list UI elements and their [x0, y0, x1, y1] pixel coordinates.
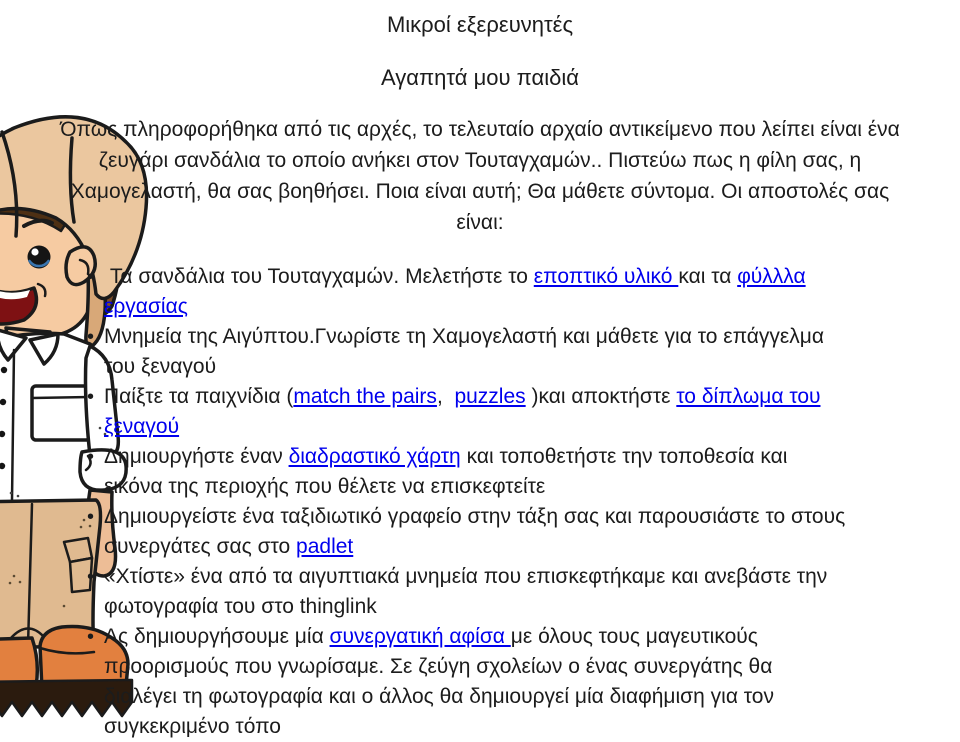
mission-text: , — [436, 385, 455, 408]
mission-text: με όλους τους μαγευτικούς προορισμούς που γνωρίσαμε. Σε ζεύγη σχολείων ο ένας συνεργάτης θα διαλέγει τη φωτογραφία και ο άλλος θα δημιουργεί μία διαφήμιση για τον συγκεκριμένο τόπο — [104, 625, 774, 738]
mission-text: Δημιουργήστε έναν — [104, 445, 289, 468]
missions-list — [86, 262, 846, 742]
mission-link[interactable]: φύλλλα εργασίας — [104, 265, 806, 318]
mission-text: Παίξτε τα παιχνίδια ( — [104, 385, 294, 408]
mission-item — [86, 322, 846, 382]
mission-link[interactable]: match the pairs — [293, 385, 437, 408]
mission-text: Μνημεία της Αιγύπτου.Γνωρίστε τη Χαμογελαστή και μάθετε για το επάγγελμα του ξεναγού — [104, 325, 825, 378]
mission-link[interactable]: padlet — [296, 535, 354, 558]
mission-item — [86, 382, 846, 442]
mission-text: Δημιουργείστε ένα ταξιδιωτικό γραφείο στην τάξη σας και παρουσιάστε το στους συνεργάτες σας στο — [104, 505, 846, 558]
mission-text: και τα — [678, 265, 738, 288]
mission-link[interactable]: διαδραστικό χάρτη — [288, 445, 461, 468]
mission-item — [86, 262, 846, 322]
mission-text: Ας δημιουργήσουμε μία — [104, 625, 330, 648]
mission-text: «Χτίστε» ένα από τα αιγυπτιακά μνημεία που επισκεφτήκαμε και ανεβάστε την φωτογραφία του στο thinglink — [104, 565, 828, 618]
mission-link[interactable]: το δίπλωμα του ξεναγού — [104, 385, 821, 438]
mission-text: και τοποθετήστε την τοποθεσία και εικόνα της περιοχής που θέλετε να επισκεφτείτε — [104, 445, 788, 498]
intro-paragraph: Όπως πληροφορήθηκα από τις αρχές, το τελευταίο αρχαίο αντικείμενο που λείπει είναι ένα ζευγάρι σανδάλια το οποίο ανήκει στον Τουταγχαμών.. Πιστεύω πως η φίλη σας, η Χαμογελαστή, θα σας βοηθήσει. Ποια είναι αυτή; Θα μάθετε σύντομα. Οι αποστολές σας είναι: — [60, 118, 900, 234]
page-title: Μικροί εξερευνητές — [386, 12, 574, 37]
mission-item — [86, 562, 846, 622]
mission-text: Τα σανδάλια του Τουταγχαμών. Μελετήστε το — [104, 265, 534, 288]
mission-item — [86, 622, 846, 742]
mission-item — [86, 502, 846, 562]
mission-text: )και αποκτήστε — [525, 385, 677, 408]
mission-link[interactable]: συνεργατική αφίσα — [329, 625, 511, 648]
eye-highlight — [31, 248, 38, 255]
mission-link[interactable]: εποπτικό υλικό — [533, 265, 679, 288]
shirt-pocket — [32, 386, 90, 440]
pocket-flap — [32, 397, 90, 398]
mission-item — [86, 442, 846, 502]
greeting-line: Αγαπητά μου παιδιά — [381, 65, 579, 90]
mission-link[interactable]: puzzles — [454, 385, 526, 408]
